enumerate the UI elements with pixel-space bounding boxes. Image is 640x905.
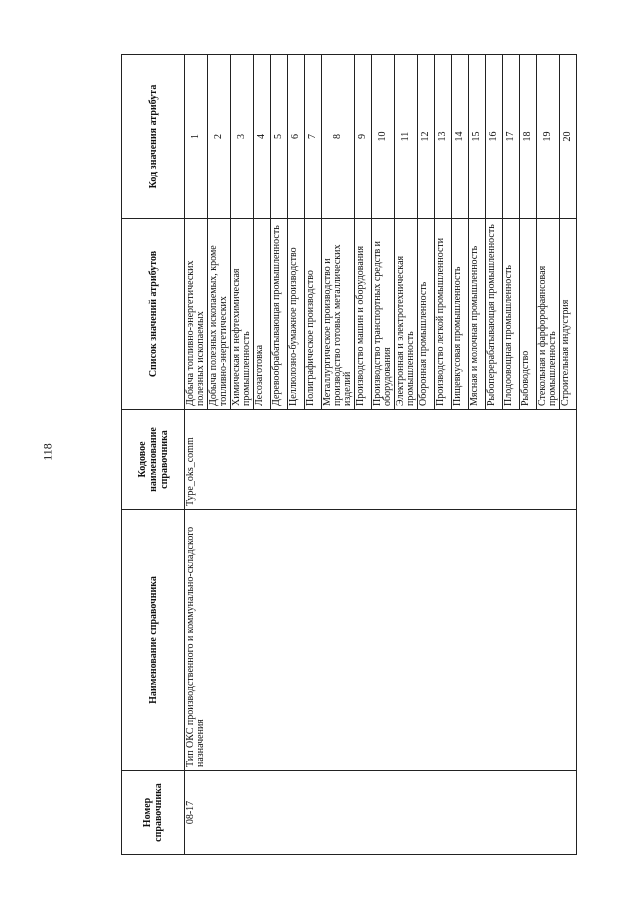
- attribute-value-label: Производство транспортных средств и оборудования: [372, 219, 395, 410]
- header-code: Кодовое наименование справочника: [122, 410, 185, 510]
- attribute-value-label: Строительная индустрия: [560, 219, 577, 410]
- directory-table: [121, 54, 577, 855]
- attribute-value-label: Стекольная и фарфорофаянсовая промышленность: [537, 219, 560, 410]
- attribute-value-label: Производство машин и оборудования: [355, 219, 372, 410]
- table-row: [185, 55, 208, 855]
- directory-number: 08-17: [185, 771, 577, 855]
- directory-code: Type_oks_comm: [185, 410, 577, 510]
- attribute-value-code: 13: [435, 55, 452, 219]
- header-value: Код значения атрибута: [122, 55, 185, 219]
- attribute-value-code: 14: [452, 55, 469, 219]
- attribute-value-code: 16: [486, 55, 503, 219]
- header-list: Список значений атрибутов: [122, 219, 185, 410]
- attribute-value-code: 7: [305, 55, 322, 219]
- attribute-value-code: 9: [355, 55, 372, 219]
- header-name: Наименование справочника: [122, 510, 185, 771]
- header-number: Номер справочника: [122, 771, 185, 855]
- attribute-value-code: 3: [231, 55, 254, 219]
- attribute-value-code: 11: [395, 55, 418, 219]
- attribute-value-code: 8: [322, 55, 355, 219]
- attribute-value-label: Пищевкусовая промышленность: [452, 219, 469, 410]
- attribute-value-code: 6: [288, 55, 305, 219]
- attribute-value-code: 10: [372, 55, 395, 219]
- attribute-value-code: 19: [537, 55, 560, 219]
- directory-name: Тип ОКС производственного и коммунально-складского назначения: [185, 510, 577, 771]
- page-number: 118: [40, 443, 55, 461]
- attribute-value-label: Лесозаготовка: [254, 219, 271, 410]
- attribute-value-label: Плодоовощная промышленность: [503, 219, 520, 410]
- attribute-value-code: 17: [503, 55, 520, 219]
- attribute-value-code: 15: [469, 55, 486, 219]
- attribute-value-code: 4: [254, 55, 271, 219]
- attribute-value-code: 18: [520, 55, 537, 219]
- attribute-value-label: Деревообрабатывающая промышленность: [271, 219, 288, 410]
- attribute-value-label: Электронная и электротехническая промышленность: [395, 219, 418, 410]
- attribute-value-label: Добыча полезных ископаемых, кроме топливно-энергетических: [208, 219, 231, 410]
- attribute-value-label: Полиграфическое производство: [305, 219, 322, 410]
- attribute-value-code: 20: [560, 55, 577, 219]
- attribute-value-label: Металлургическое производство и производство готовых металлических изделий: [322, 219, 355, 410]
- attribute-value-label: Рыбоводство: [520, 219, 537, 410]
- attribute-value-code: 1: [185, 55, 208, 219]
- attribute-value-code: 5: [271, 55, 288, 219]
- table-header-row: [122, 55, 185, 855]
- attribute-value-code: 2: [208, 55, 231, 219]
- attribute-value-code: 12: [418, 55, 435, 219]
- rotated-table-container: [121, 55, 595, 855]
- attribute-value-label: Производство легкой промышленности: [435, 219, 452, 410]
- attribute-value-label: Мясная и молочная промышленность: [469, 219, 486, 410]
- attribute-value-label: Целлюлозно-бумажное производство: [288, 219, 305, 410]
- attribute-value-label: Оборонная промышленность: [418, 219, 435, 410]
- attribute-value-label: Добыча топливно-энергетических полезных ископаемых: [185, 219, 208, 410]
- attribute-value-label: Химическая и нефтехимическая промышленность: [231, 219, 254, 410]
- attribute-value-label: Рыбоперерабатывающая промышленность: [486, 219, 503, 410]
